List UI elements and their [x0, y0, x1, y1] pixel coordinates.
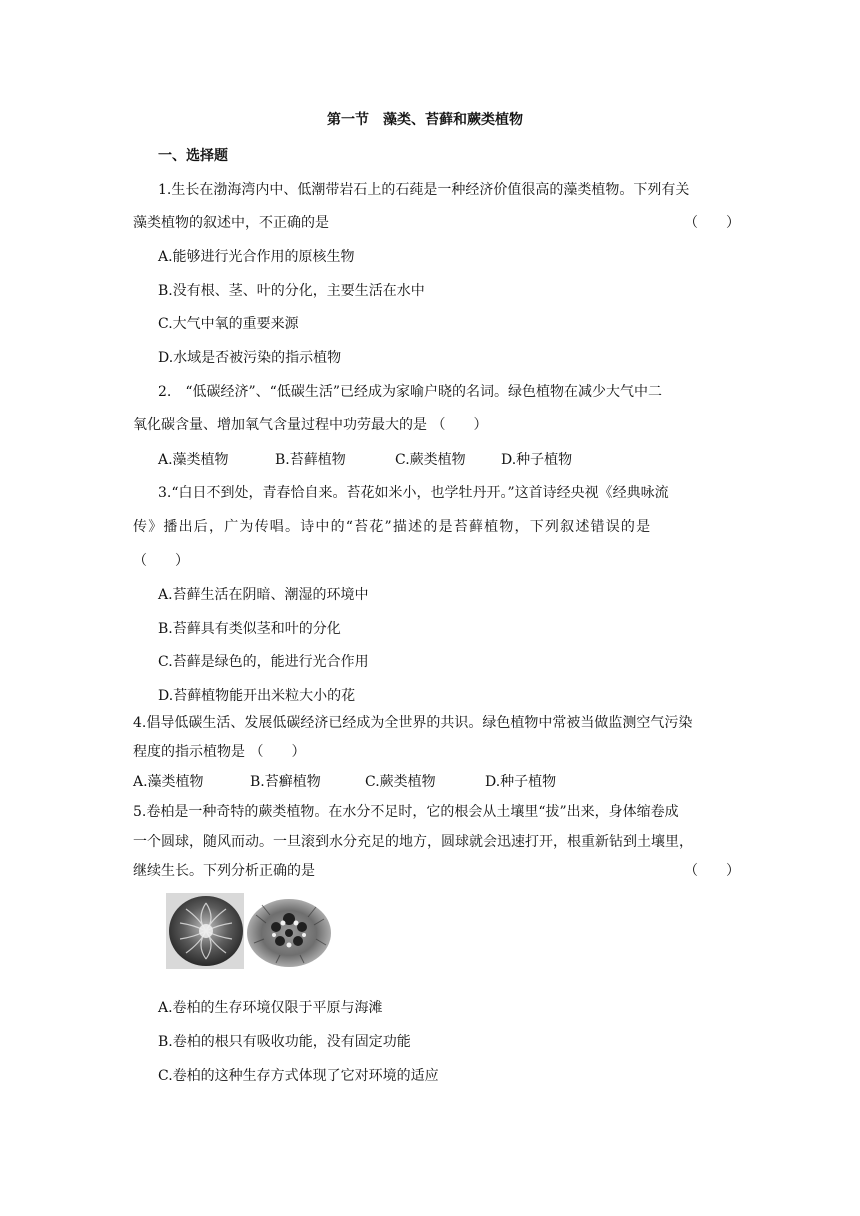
- option: C.卷柏的这种生存方式体现了它对环境的适应: [158, 1068, 439, 1084]
- option: D.水域是否被污染的指示植物: [158, 350, 342, 366]
- option: C.苔藓是绿色的，能进行光合作用: [158, 654, 369, 670]
- option: D.种子植物: [485, 774, 557, 790]
- option: C.大气中氧的重要来源: [158, 316, 299, 332]
- option: D.苔藓植物能开出米粒大小的花: [158, 688, 356, 704]
- question-text-line: 程度的指示植物是 （ ）: [133, 744, 306, 760]
- answer-paren: （ ）: [684, 215, 740, 231]
- option: D.种子植物: [501, 452, 573, 468]
- question-text-line: 传》播出后，广为传唱。诗中的“苔花”描述的是苔藓植物，下列叙述错误的是: [133, 519, 652, 535]
- question-text-line: 一个圆球，随风而动。一旦滚到水分充足的地方，圆球就会迅速打开，根重新钻到土壤里，: [133, 834, 693, 850]
- question-text-line: 继续生长。下列分析正确的是: [133, 863, 315, 879]
- question-text-line: （ ）: [133, 553, 189, 569]
- option: A.苔藓生活在阴暗、潮湿的环境中: [158, 587, 369, 603]
- question-text-line: 4.倡导低碳生活、发展低碳经济已经成为全世界的共识。绿色植物中常被当做监测空气污染: [133, 715, 693, 731]
- question-text-line: 5.卷柏是一种奇特的蕨类植物。在水分不足时，它的根会从土壤里“拔”出来，身体缩卷成: [133, 804, 679, 820]
- opened-fern-icon: [246, 893, 332, 969]
- question-text-line: 1.生长在渤海湾内中、低潮带岩石上的石莼是一种经济价值很高的藻类植物。下列有关: [158, 182, 690, 198]
- rolled-fern-icon: [166, 893, 244, 969]
- question-text-line: 藻类植物的叙述中，不正确的是: [133, 215, 329, 231]
- option: B.卷柏的根只有吸收功能，没有固定功能: [158, 1034, 411, 1050]
- option: B.苔藓植物: [275, 452, 346, 468]
- fern-figure: [166, 893, 332, 969]
- option: A.能够进行光合作用的原核生物: [158, 249, 355, 265]
- section-heading: 一、选择题: [158, 148, 228, 164]
- option: C.蕨类植物: [365, 774, 436, 790]
- question-text-line: 氧化碳含量、增加氧气含量过程中功劳最大的是 （ ）: [133, 417, 488, 433]
- question-text-line: 2. “低碳经济”、“低碳生活”已经成为家喻户晓的名词。绿色植物在减少大气中二: [158, 384, 662, 400]
- option: B.苔藓具有类似茎和叶的分化: [158, 621, 341, 637]
- option: C.蕨类植物: [395, 452, 466, 468]
- fern-photo-pair: [166, 893, 332, 969]
- option: A.藻类植物: [158, 452, 229, 468]
- question-text-line: 3.“白日不到处，青春恰自来。苔花如米小，也学牡丹开。”这首诗经央视《经典咏流: [158, 485, 669, 501]
- option: B.没有根、茎、叶的分化，主要生活在水中: [158, 283, 425, 299]
- option: A.卷柏的生存环境仅限于平原与海滩: [158, 1000, 383, 1016]
- option: B.苔癣植物: [250, 774, 321, 790]
- page-title: 第一节 藻类、苔藓和蕨类植物: [327, 112, 523, 128]
- answer-paren: （ ）: [684, 863, 740, 879]
- option: A.藻类植物: [133, 774, 204, 790]
